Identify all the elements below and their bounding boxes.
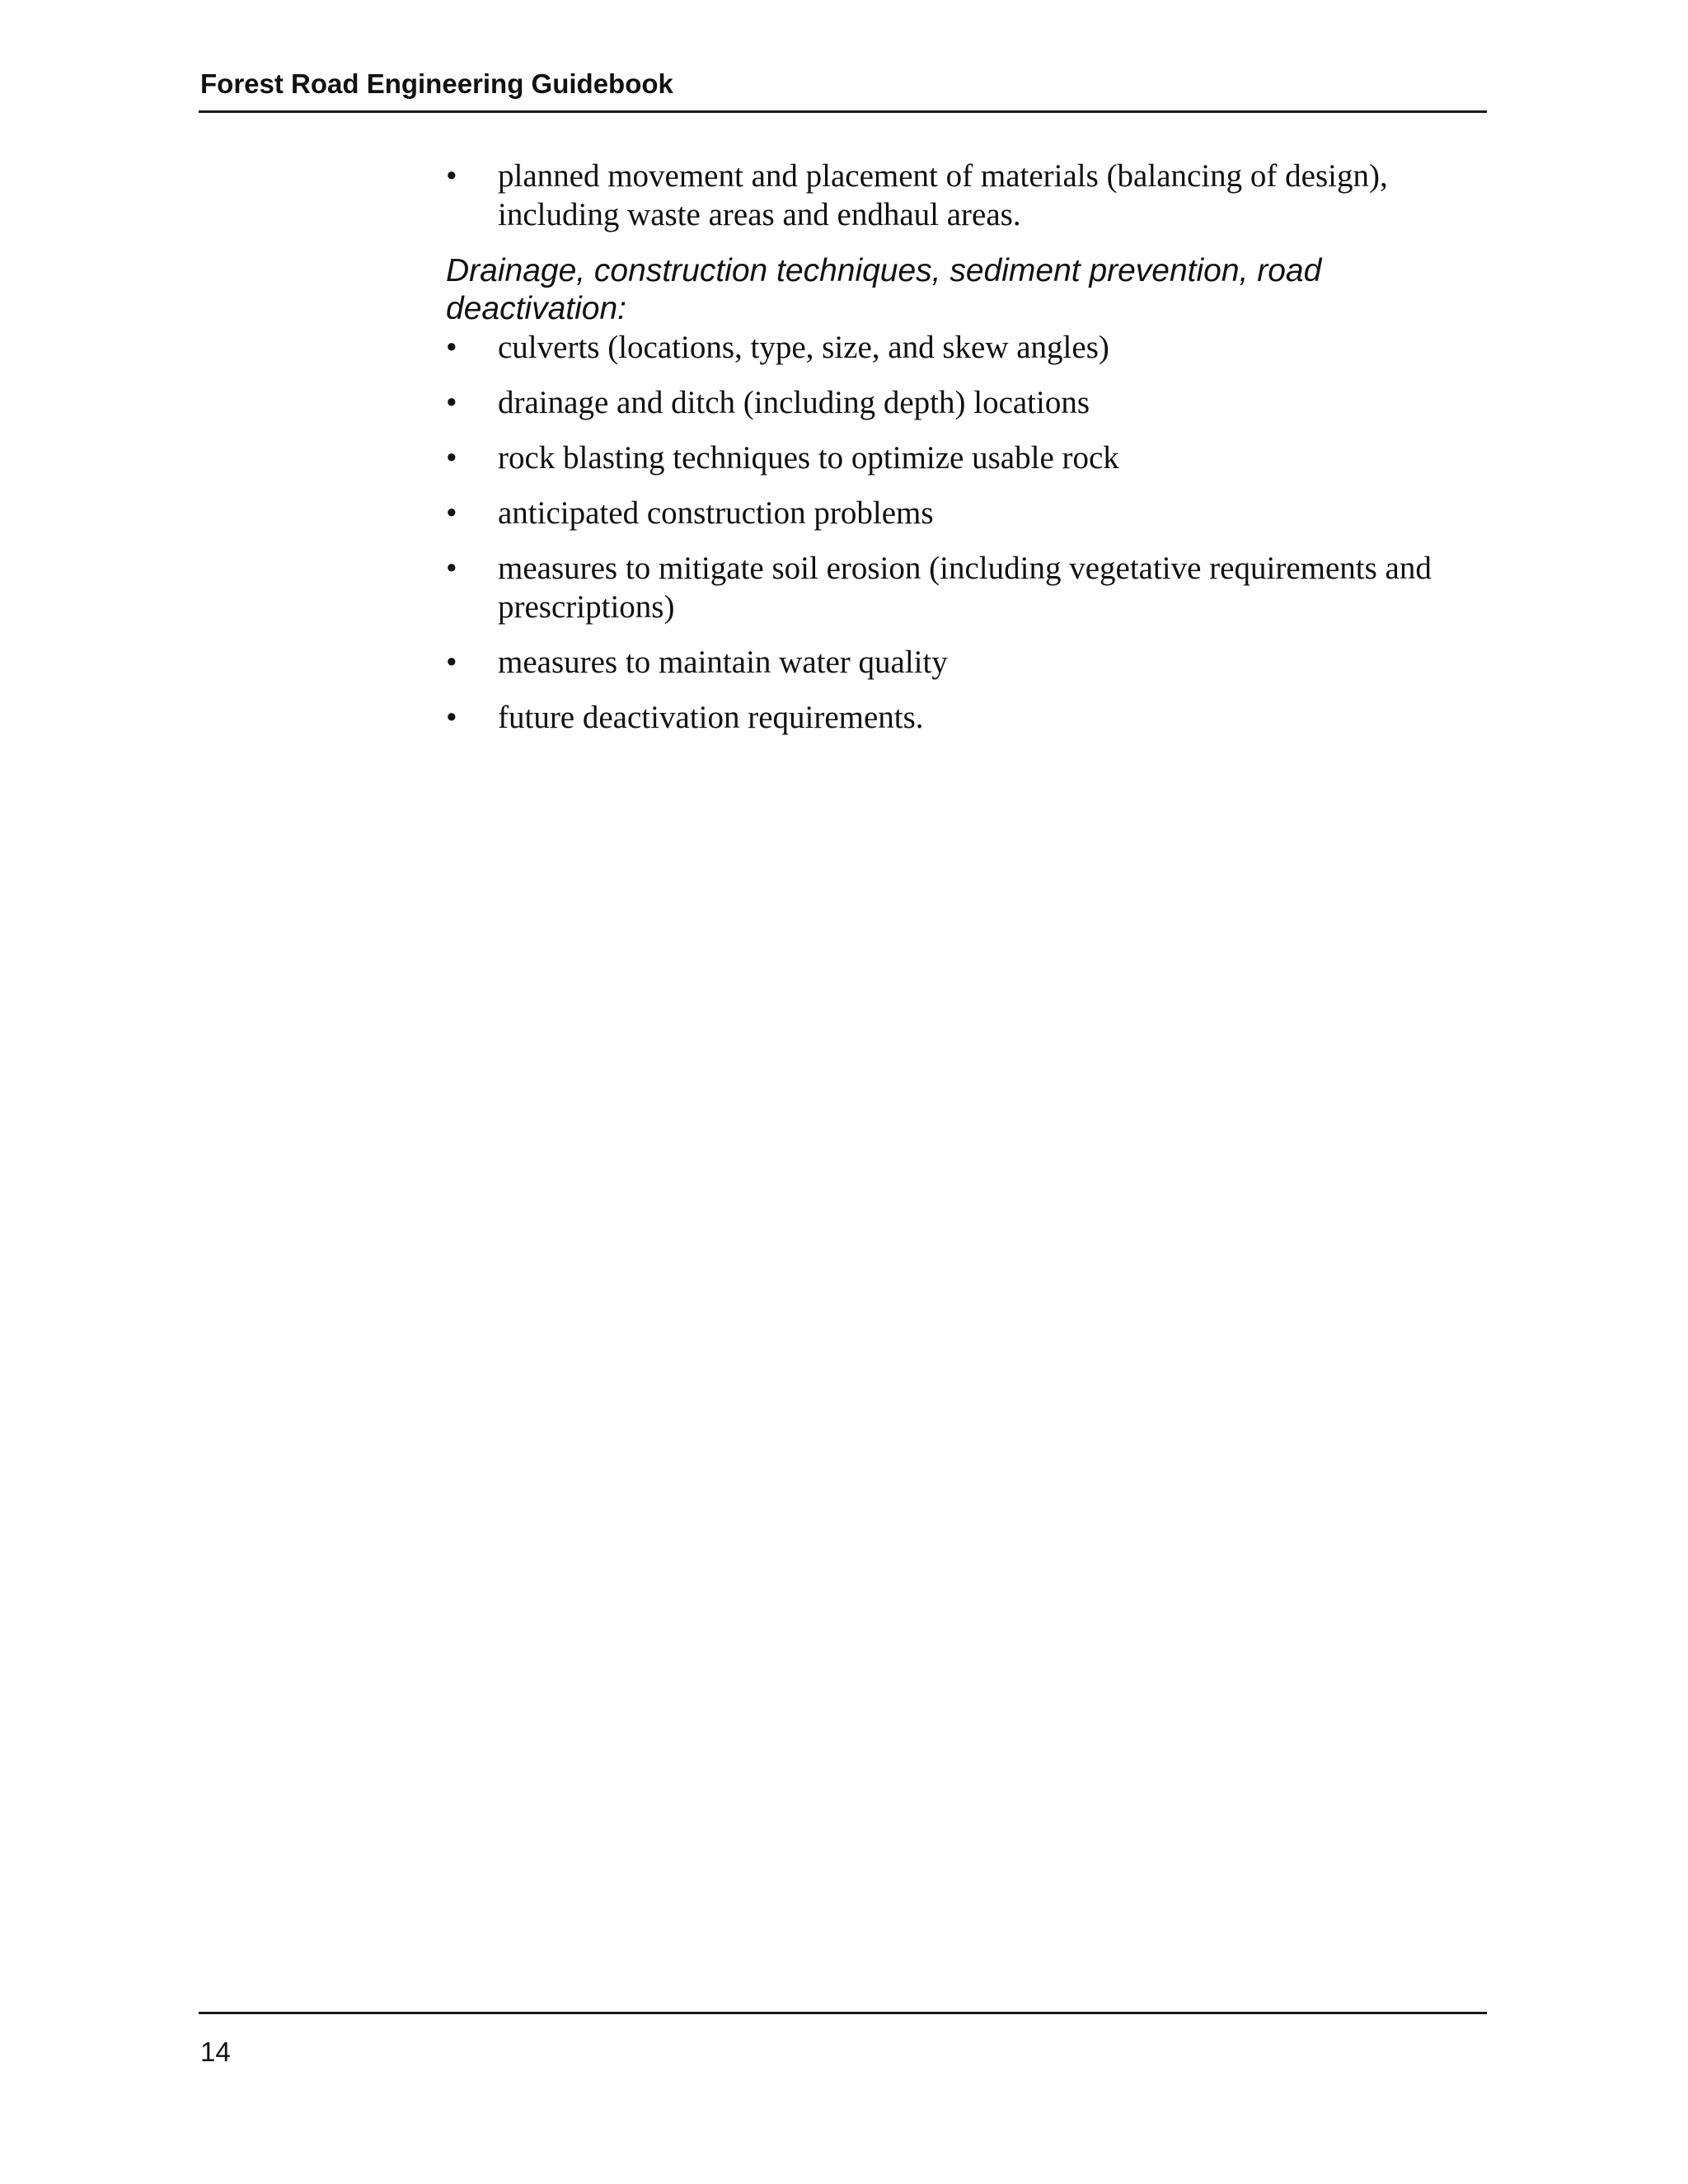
bullet-list-materials [446,157,1484,234]
bullet-glyph: • [446,495,457,531]
list-item-text: culverts (locations, type, size, and skew angles) [498,330,1109,365]
list-item [446,643,1484,682]
list-item [446,549,1484,626]
list-item [446,383,1484,422]
list-item-text: measures to mitigate soil erosion (including vegetative requirements and prescriptions) [498,551,1432,625]
list-item-text: drainage and ditch (including depth) locations [498,385,1090,420]
list-item [446,494,1484,532]
list-item-text: rock blasting techniques to optimize usable rock [498,440,1119,476]
section-subheading: Drainage, construction techniques, sediment prevention, road deactivation: [446,253,1322,326]
list-item [446,698,1484,737]
bullet-glyph: • [446,644,457,680]
bullet-list-drainage [446,328,1484,737]
list-item [446,328,1484,367]
bullet-glyph: • [446,158,457,194]
bullet-glyph: • [446,700,457,735]
list-item-text: anticipated construction problems [498,495,934,531]
list-item-text: planned movement and placement of materials (balancing of design), including waste areas and endhaul areas. [498,158,1388,232]
list-item-text: future deactivation requirements. [498,700,924,735]
header-rule [199,110,1487,113]
list-item [446,438,1484,477]
list-item-text: measures to maintain water quality [498,644,948,680]
bullet-glyph: • [446,330,457,365]
list-item [446,157,1484,234]
bullet-glyph: • [446,385,457,420]
page-number: 14 [200,2036,231,2067]
page-body [446,157,1484,753]
bullet-glyph: • [446,551,457,586]
running-header-title: Forest Road Engineering Guidebook [200,68,673,99]
footer-rule [199,2012,1487,2014]
bullet-glyph: • [446,440,457,476]
